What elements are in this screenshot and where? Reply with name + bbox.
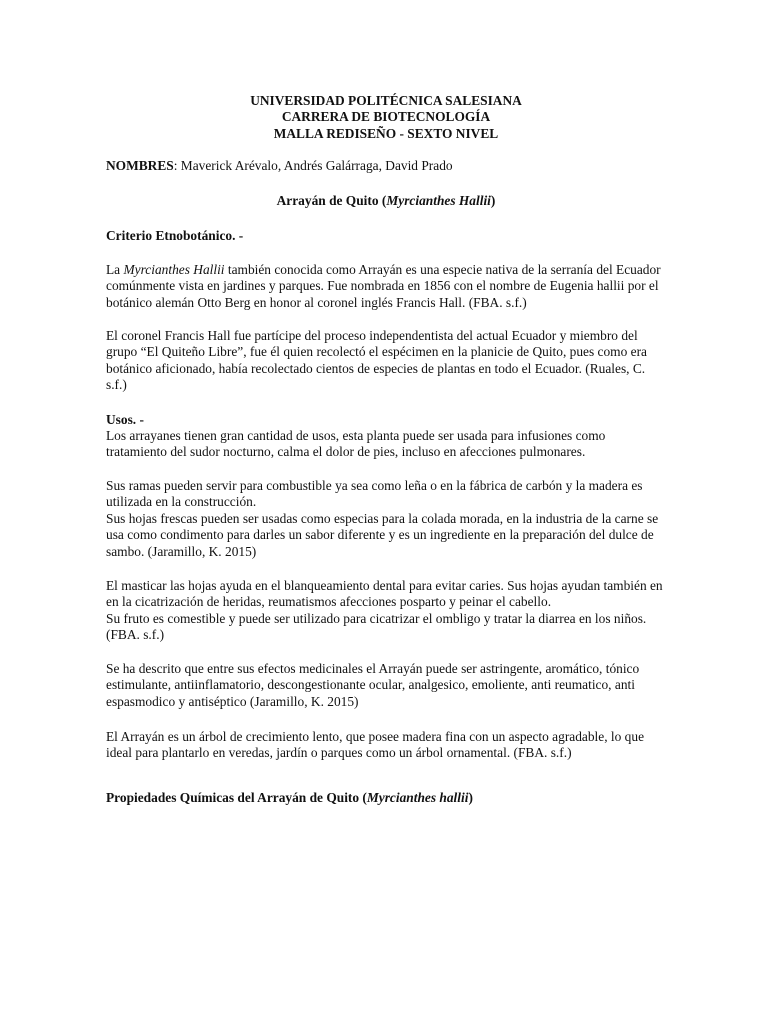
paragraph-uses-branches-leaves <box>106 478 666 560</box>
paragraph-uses-infusions: Los arrayanes tienen gran cantidad de usos, esta planta puede ser usada para infusiones como tratamiento del sudor nocturno, calma el dolor de pies, incluso en afecciones pulmonares. <box>106 428 606 460</box>
title-suffix: ) <box>490 193 496 208</box>
paragraph-francis-hall: El coronel Francis Hall fue partícipe del proceso independentista del actual Ecuador y miembro del grupo “El Quiteño Libre”, fue él quien recolectó el espécimen en la planicie de Quito, pues como era botánico aficionado, había recolectado cientos de especies de plantas en todo el Ecuador. (Ruales, C. s.f.) <box>106 328 647 393</box>
section-heading-uses: Usos. - <box>106 412 144 427</box>
authors-line <box>106 158 666 174</box>
chem-heading-suffix: ) <box>468 790 473 805</box>
paragraph-medicinal-effects: Se ha descrito que entre sus efectos medicinales el Arrayán puede ser astringente, aromático, tónico estimulante, antiinflamatorio, descongestionante ocular, analgesico, emoliente, anti reumatico, anti espasmodico y antiséptico (Jaramillo, K. 2015) <box>106 661 640 709</box>
curriculum-level: MALLA REDISEÑO - SEXTO NIVEL <box>273 125 499 141</box>
authors-label: NOMBRES <box>106 158 174 173</box>
uses-leaves: Sus hojas frescas pueden ser usadas como especias para la colada morada, en la industria de la carne se usa como condimento para darles un sabor diferente y es un ingrediente en la preparación del dulce de sambo. (Jaramillo, K. 2015) <box>106 510 659 559</box>
career-name: CARRERA DE BIOTECNOLOGÍA <box>281 109 491 125</box>
section-heading-chemical-properties <box>106 790 666 806</box>
chem-heading-prefix: Propiedades Químicas del Arrayán de Quito ( <box>106 790 367 805</box>
uses-fruit: Su fruto es comestible y puede ser utilizado para cicatrizar el ombligo y tratar la diarrea en los niños. (FBA. s.f.) <box>106 610 647 643</box>
paragraph-ornamental-tree: El Arrayán es un árbol de crecimiento lento, que posee madera fina con un aspecto agradable, lo que ideal para plantarlo en veredas, jardín o parques como un árbol ornamental. (FBA. s.f.) <box>106 729 645 761</box>
paragraph-species-intro <box>106 262 666 311</box>
section-heading-ethnobotanical: Criterio Etnobotánico. - <box>106 228 244 243</box>
uses-branches: Sus ramas pueden servir para combustible ya sea como leña o en la fábrica de carbón y la madera es utilizada en la construcción. <box>106 478 643 510</box>
chem-heading-species: Myrcianthes hallii <box>366 790 469 805</box>
intro-species: Myrcianthes Hallii <box>123 262 225 277</box>
title-species: Myrcianthes Hallii <box>386 193 491 208</box>
institution-header <box>106 93 666 142</box>
intro-prefix: La <box>106 262 124 277</box>
title-prefix: Arrayán de Quito ( <box>276 193 387 208</box>
authors-value: : Maverick Arévalo, Andrés Galárraga, David Prado <box>173 158 453 173</box>
university-name: UNIVERSIDAD POLITÉCNICA SALESIANA <box>250 93 522 108</box>
uses-dental: El masticar las hojas ayuda en el blanqueamiento dental para evitar caries. Sus hojas ayudan también en en la cicatrización de heridas, reumatismos afecciones posparto y peinar el cabello. <box>106 578 663 610</box>
document-title <box>106 193 666 209</box>
intro-text: también conocida como Arrayán es una especie nativa de la serranía del Ecuador comúnmente vista en jardines y parques. Fue nombrada en 1856 con el nombre de Eugenia hallii por el botánico alemán Otto Berg en honor al coronel inglés Francis Hall. (FBA. s.f.) <box>106 262 661 310</box>
paragraph-uses-dental-fruit <box>106 578 666 644</box>
